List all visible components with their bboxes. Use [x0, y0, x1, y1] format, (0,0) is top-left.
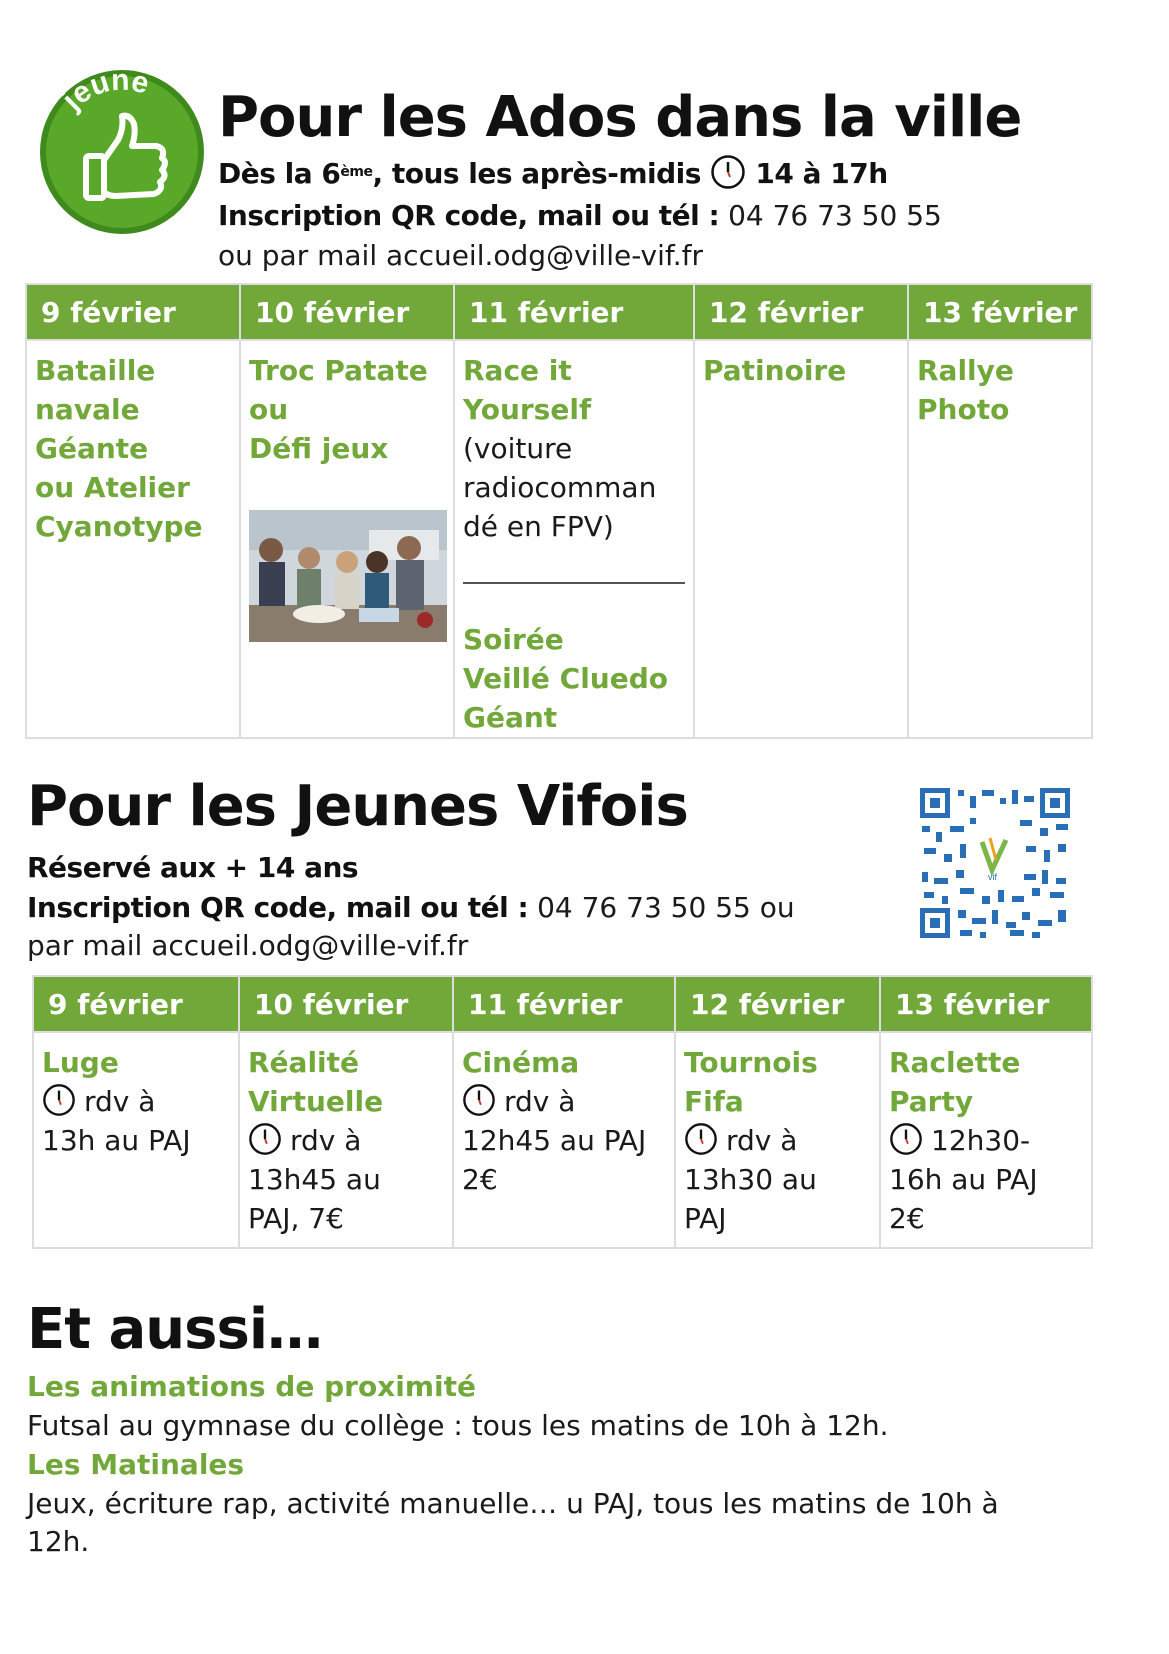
- vifois-d2-line: 13h45 au: [248, 1163, 381, 1196]
- ados-inscription-label: Inscription QR code, mail ou tél :: [218, 199, 720, 232]
- aussi-s2-text-line2: 12h.: [27, 1525, 90, 1558]
- vifois-d3-line: 2€: [462, 1163, 498, 1196]
- ados-day-3: 11 février: [454, 284, 694, 340]
- vifois-d2-line: rdv à: [290, 1124, 362, 1157]
- ados-phone: 04 76 73 50 55: [719, 199, 942, 232]
- ados-d3-title-line: Yourself: [463, 393, 592, 426]
- ados-d4-line: Patinoire: [703, 354, 847, 387]
- vifois-day-1: 9 février: [33, 976, 239, 1032]
- vifois-d2-title: Réalité: [248, 1046, 360, 1079]
- badge-text-path: jeune: [55, 68, 153, 117]
- aussi-title: Et aussi…: [27, 1297, 323, 1362]
- qr-code[interactable]: [920, 788, 1070, 938]
- vifois-d4-time: [684, 1121, 871, 1160]
- clock-icon: [248, 1122, 282, 1156]
- vifois-d2-title: Virtuelle: [248, 1085, 384, 1118]
- ados-d3-evening-line: Géant: [463, 701, 558, 734]
- vifois-d3-line: rdv à: [504, 1085, 576, 1118]
- vifois-inscription-label: Inscription QR code, mail ou tél :: [27, 891, 529, 924]
- vifois-cell-3: [453, 1032, 675, 1248]
- ados-d1-line: Cyanotype: [35, 510, 203, 543]
- jeune-badge-logo: [38, 68, 206, 236]
- vifois-d4-line: PAJ: [684, 1202, 727, 1235]
- clock-icon: [462, 1083, 496, 1117]
- aussi-s2-title: Les Matinales: [27, 1448, 245, 1481]
- vifois-d5-title: Raclette: [889, 1046, 1021, 1079]
- ados-d1-line: navale: [35, 393, 140, 426]
- ados-d3-desc-line: radiocomman: [463, 471, 657, 504]
- ados-activity-row: [26, 340, 1092, 738]
- vifois-header-row: [33, 976, 1092, 1032]
- clock-icon: [710, 154, 746, 190]
- clock-icon: [889, 1122, 923, 1156]
- clock-icon: [684, 1122, 718, 1156]
- vifois-d5-time: [889, 1121, 1083, 1160]
- vifois-d3-line: 12h45 au PAJ: [462, 1124, 647, 1157]
- ados-d1-line: Bataille: [35, 354, 156, 387]
- vifois-phone: 04 76 73 50 55 ou: [528, 891, 795, 924]
- ados-cell-2: [240, 340, 454, 738]
- vifois-mail-line: par mail accueil.odg@ville-vif.fr: [27, 929, 469, 962]
- ados-inscription: [218, 198, 942, 234]
- vifois-d3-title: Cinéma: [462, 1046, 580, 1079]
- ados-d3-desc-line: (voiture: [463, 432, 573, 465]
- vifois-d4-line: rdv à: [726, 1124, 798, 1157]
- ados-day-4: 12 février: [694, 284, 908, 340]
- vifois-activity-row: [33, 1032, 1092, 1248]
- ados-subtitle-sup: ème: [340, 164, 373, 180]
- ados-day-5: 13 février: [908, 284, 1092, 340]
- aussi-s2-text-line1: Jeux, écriture rap, activité manuelle… u PAJ, tous les matins de 10h à: [27, 1487, 999, 1520]
- vifois-d4-title: Tournois: [684, 1046, 818, 1079]
- vifois-day-3: 11 février: [453, 976, 675, 1032]
- vifois-cell-4: [675, 1032, 880, 1248]
- vifois-title: Pour les Jeunes Vifois: [27, 774, 688, 839]
- vifois-d5-line: 12h30-: [931, 1124, 1031, 1157]
- vifois-cell-5: [880, 1032, 1092, 1248]
- ados-d5-line: Rallye: [917, 354, 1014, 387]
- vifois-schedule-table: [32, 975, 1093, 1249]
- ados-schedule-table: [25, 283, 1093, 739]
- vifois-d1-time: [42, 1082, 230, 1121]
- vifois-d1-line: rdv à: [84, 1085, 156, 1118]
- ados-d2-line: ou: [249, 393, 289, 426]
- ados-cell-3: [454, 340, 694, 738]
- ados-d3-desc-line: dé en FPV): [463, 510, 614, 543]
- ados-subtitle: [218, 156, 888, 193]
- ados-subtitle-pre: Dès la 6: [218, 157, 341, 190]
- aussi-s1-text: Futsal au gymnase du collège : tous les matins de 10h à 12h.: [27, 1409, 889, 1442]
- ados-d3-title-line: Race it: [463, 354, 572, 387]
- clock-icon: [42, 1083, 76, 1117]
- vifois-d5-title: Party: [889, 1085, 974, 1118]
- cell-divider: [463, 582, 685, 584]
- vifois-day-5: 13 février: [880, 976, 1092, 1032]
- ados-day-2: 10 février: [240, 284, 454, 340]
- vifois-cell-2: [239, 1032, 453, 1248]
- vifois-reserved: Réservé aux + 14 ans: [27, 851, 359, 884]
- ados-d5-line: Photo: [917, 393, 1010, 426]
- vifois-day-4: 12 février: [675, 976, 880, 1032]
- group-photo-image: [249, 510, 447, 642]
- vifois-d3-time: [462, 1082, 666, 1121]
- vifois-day-2: 10 février: [239, 976, 453, 1032]
- vifois-d1-title: Luge: [42, 1046, 119, 1079]
- ados-title: Pour les Ados dans la ville: [218, 85, 1022, 150]
- vifois-d5-line: 2€: [889, 1202, 925, 1235]
- vifois-cell-1: [33, 1032, 239, 1248]
- ados-d2-line: Défi jeux: [249, 432, 389, 465]
- aussi-s1-title: Les animations de proximité: [27, 1370, 476, 1403]
- ados-cell-4: [694, 340, 908, 738]
- ados-cell-5: [908, 340, 1092, 738]
- vifois-inscription: [27, 890, 795, 926]
- svg-text:vif: vif: [988, 872, 997, 882]
- vifois-d2-line: PAJ, 7€: [248, 1202, 344, 1235]
- ados-header-row: [26, 284, 1092, 340]
- ados-day-1: 9 février: [26, 284, 240, 340]
- ados-d1-line: ou Atelier: [35, 471, 190, 504]
- ados-cell-1: [26, 340, 240, 738]
- vifois-d4-line: 13h30 au: [684, 1163, 817, 1196]
- vifois-d4-title: Fifa: [684, 1085, 744, 1118]
- ados-d3-evening-line: Soirée: [463, 623, 564, 656]
- ados-d2-line: Troc Patate: [249, 354, 428, 387]
- ados-time: 14 à 17h: [755, 157, 888, 190]
- vifois-d5-line: 16h au PAJ: [889, 1163, 1038, 1196]
- ados-d1-line: Géante: [35, 432, 149, 465]
- vifois-d1-line: 13h au PAJ: [42, 1124, 191, 1157]
- ados-mail-line: ou par mail accueil.odg@ville-vif.fr: [218, 239, 703, 272]
- ados-d3-evening-line: Veillé Cluedo: [463, 662, 669, 695]
- ados-subtitle-post: , tous les après-midis: [372, 157, 701, 190]
- vifois-d2-time: [248, 1121, 444, 1160]
